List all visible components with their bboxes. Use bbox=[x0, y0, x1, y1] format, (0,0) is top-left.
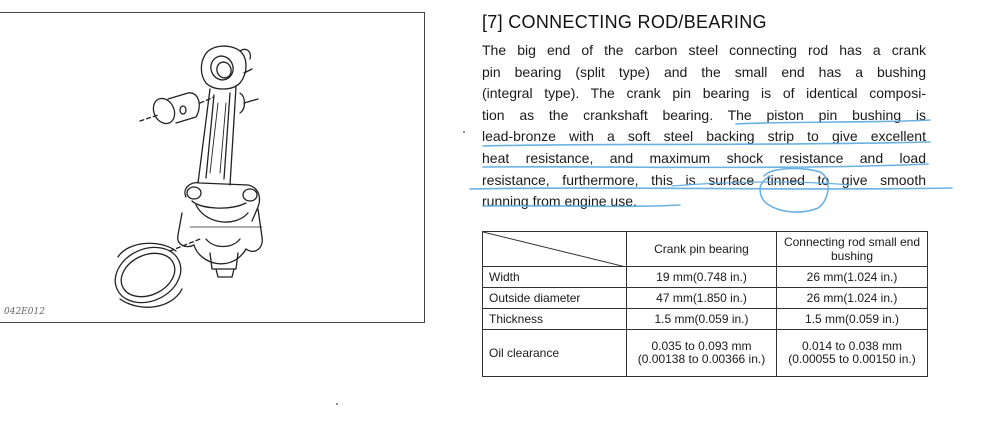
section-heading: [7] CONNECTING ROD/BEARING bbox=[482, 12, 767, 32]
small-end-eye bbox=[201, 46, 252, 89]
small-end-value: 26 mm(1.024 in.) bbox=[777, 267, 928, 288]
paragraph-line: The big end of the carbon steel connecting rod has a crank bbox=[482, 42, 926, 58]
paragraph-line: heat resistance, and maximum shock resistance and load bbox=[482, 149, 926, 166]
corner-cell bbox=[483, 232, 627, 267]
table-row bbox=[483, 288, 928, 309]
crank-pin-bearing bbox=[106, 237, 200, 313]
description-paragraph bbox=[482, 40, 926, 213]
figure-code: 042E012 bbox=[4, 307, 45, 317]
small-end-value: 26 mm(1.024 in.) bbox=[777, 288, 928, 309]
crank-value: 1.5 mm(0.059 in.) bbox=[627, 309, 777, 330]
paragraph-line: pin bearing (split type) and the small end has a bushing bbox=[482, 63, 926, 80]
bearing-spec-table bbox=[482, 231, 928, 377]
table-row bbox=[483, 330, 928, 377]
scan-speck bbox=[463, 131, 465, 133]
small-end-value: 0.014 to 0.038 mm (0.00055 to 0.00150 in.) bbox=[777, 330, 928, 377]
rod-shank bbox=[198, 87, 258, 185]
bushing bbox=[140, 93, 214, 127]
crank-value: 19 mm(0.748 in.) bbox=[627, 267, 777, 288]
figure-panel bbox=[0, 12, 425, 323]
paragraph-line: lead-bronze with a soft steel backing strip to give excellent bbox=[482, 128, 926, 145]
diagonal-rule bbox=[483, 232, 626, 267]
scan-speck bbox=[336, 403, 338, 405]
row-label: Outside diameter bbox=[483, 288, 627, 309]
connecting-rod-illustration bbox=[0, 13, 425, 324]
crank-value: 47 mm(1.850 in.) bbox=[627, 288, 777, 309]
paragraph-line: resistance, furthermore, this is surface tinned to give smooth bbox=[482, 171, 926, 188]
table-row bbox=[483, 309, 928, 330]
small-end-value: 1.5 mm(0.059 in.) bbox=[777, 309, 928, 330]
column-header-crank: Crank pin bearing bbox=[627, 232, 777, 267]
row-label: Width bbox=[483, 267, 627, 288]
paragraph-line: tion as the crankshaft bearing. The piston pin bushing is bbox=[482, 106, 926, 123]
table-header-row bbox=[483, 232, 928, 267]
paragraph-line: (integral type). The crank pin bearing is of identical composi- bbox=[482, 85, 926, 102]
row-label: Thickness bbox=[483, 309, 627, 330]
big-end bbox=[178, 183, 263, 277]
table-row bbox=[483, 267, 928, 288]
crank-value: 0.035 to 0.093 mm (0.00138 to 0.00366 in.) bbox=[627, 330, 777, 377]
column-header-small-end: Connecting rod small end bushing bbox=[777, 232, 928, 267]
row-label: Oil clearance bbox=[483, 330, 627, 377]
paragraph-line: running from engine use. bbox=[482, 193, 637, 210]
